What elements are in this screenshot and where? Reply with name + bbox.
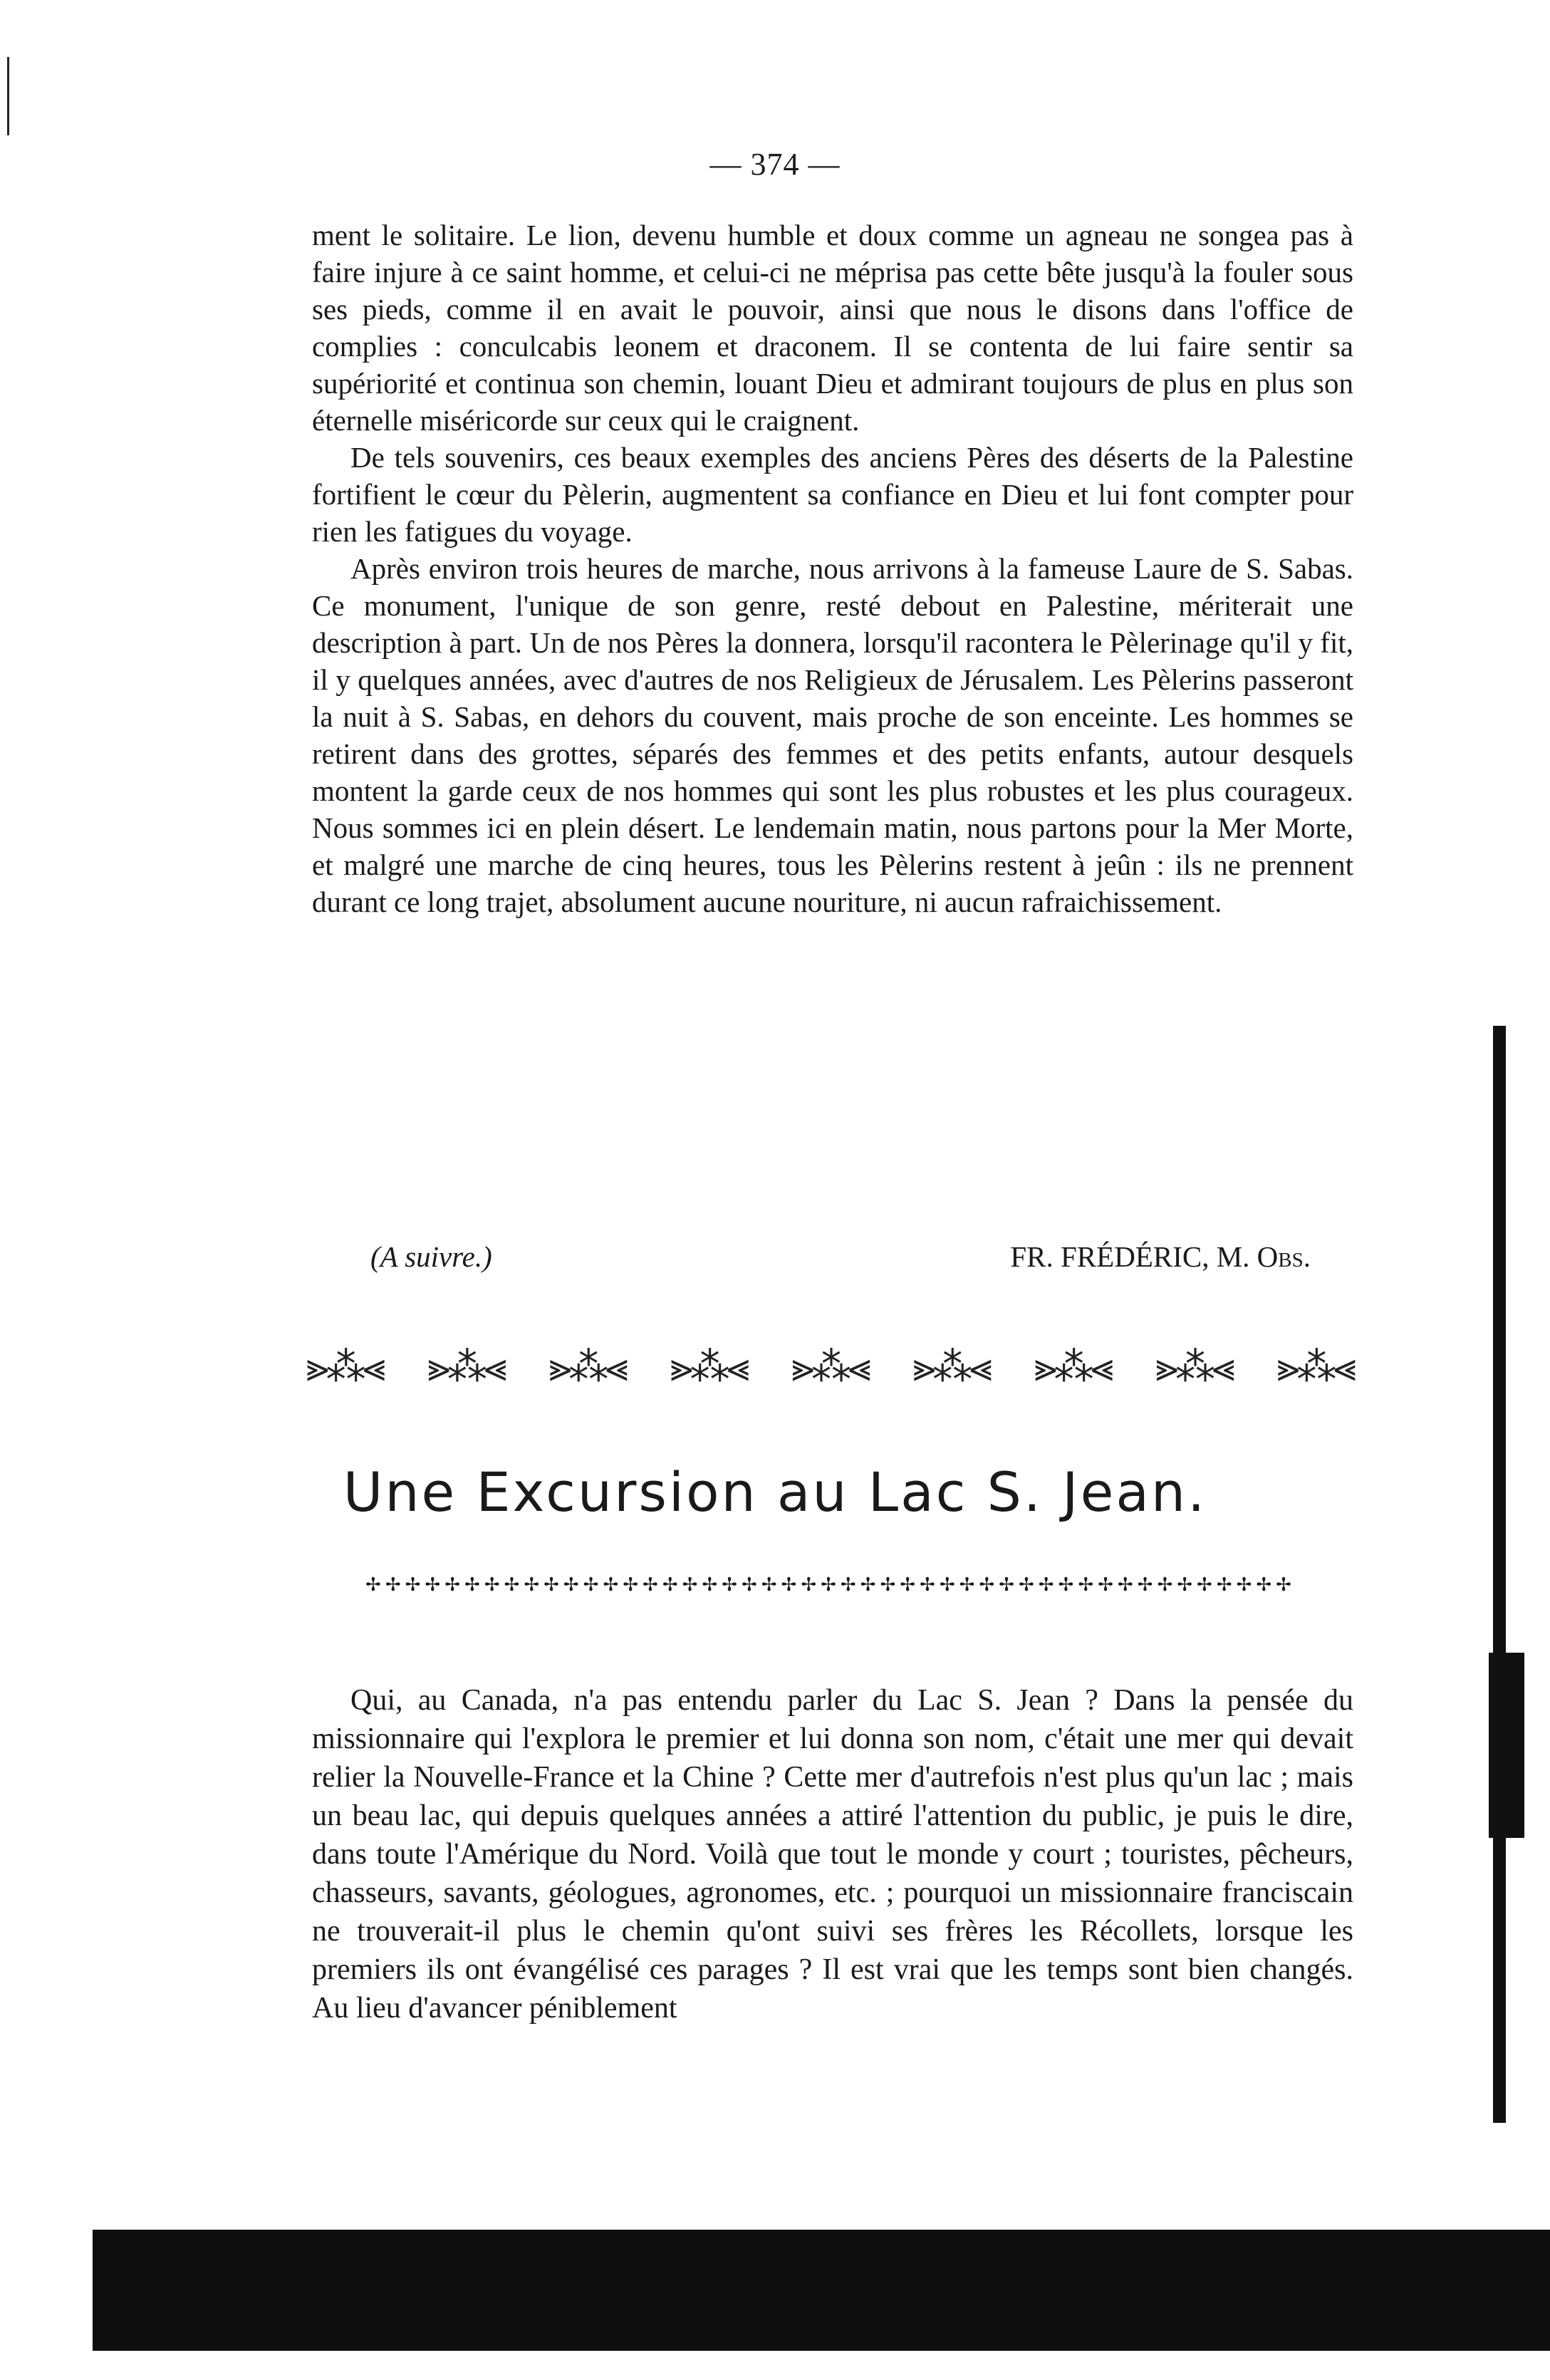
scan-margin-mark [7, 57, 9, 135]
paragraph: Après environ trois heures de marche, nous arrivons à la fameuse Laure de S. Sabas. Ce monument, l'unique de son genre, resté debout en Palestine, mériterait une description à part. Un de nos Pères la donnera, lorsqu'il racontera le Pèlerinage qu'il y fit, il y quelques années, avec d'autres de nos Religieux de Jérusalem. Les Pèlerins passeront la nuit à S. Sabas, en dehors du couvent, mais proche de son enceinte. Les hommes se retirent dans des grottes, séparés des femmes et des petits enfants, autour desquels montent la garde ceux de nos hommes qui sont les plus robustes et les plus courageux. Nous sommes ici en plein désert. Le lendemain matin, nous partons pour la Mer Morte, et malgré une marche de cinq heures, tous les Pèlerins restent à jeûn : ils ne prennent durant ce long trajet, absolument aucune nouriture, ni aucun rafraichissement. [312, 552, 1353, 918]
article-text [312, 1681, 1353, 2027]
cross-rule: ✢✢✢✢✢✢✢✢✢✢✢✢✢✢✢✢✢✢✢✢✢✢✢✢✢✢✢✢✢✢✢✢✢✢✢✢✢✢✢✢✢✢✢✢✢✢✢ [365, 1574, 1296, 1596]
to-be-continued: (A suivre.) [370, 1240, 492, 1273]
ornament-glyph: ⪢⁂⪡ [912, 1344, 989, 1391]
ornament-glyph: ⪢⁂⪡ [306, 1344, 383, 1391]
ornament-glyph: ⪢⁂⪡ [427, 1344, 504, 1391]
signature-line [370, 1240, 1311, 1274]
scan-bottom-shadow [93, 2230, 1550, 2351]
ornament-glyph: ⪢⁂⪡ [1155, 1344, 1232, 1391]
ornament-glyph: ⪢⁂⪡ [1276, 1344, 1353, 1391]
ornament-glyph: ⪢⁂⪡ [791, 1344, 868, 1391]
scan-edge-shadow-wide [1489, 1653, 1524, 1838]
ornament-glyph: ⪢⁂⪡ [548, 1344, 625, 1391]
paragraph: Qui, au Canada, n'a pas entendu parler du Lac S. Jean ? Dans la pensée du missionnaire qui l'explora le premier et lui donna son nom, c'était une mer qui devait relier la Nouvelle-France et la Chine ? Cette mer d'autrefois n'est plus qu'un lac ; mais un beau lac, qui depuis quelques années a attiré l'attention du public, je puis le dire, dans toute l'Amérique du Nord. Voilà que tout le monde y court ; touristes, pêcheurs, chasseurs, savants, géologues, agronomes, etc. ; pourquoi un missionnaire franciscain ne trouverait-il plus le chemin qu'ont suivi ses frères les Récollets, lorsque les premiers ils ont évangélisé ces parages ? Il est vrai que les temps sont bien changés. Au lieu d'avancer péniblement [312, 1684, 1353, 2025]
paragraph: De tels souvenirs, ces beaux exemples des anciens Pères des déserts de la Palestine fortifient le cœur du Pèlerin, augmentent sa confiance en Dieu et lui font compter pour rien les fatigues du voyage. [312, 441, 1353, 548]
page-number: — 374 — [709, 147, 841, 182]
ornament-glyph: ⪢⁂⪡ [670, 1344, 747, 1391]
author-signature: FR. FRÉDÉRIC, M. Obs. [1010, 1240, 1311, 1273]
paragraph: ment le solitaire. Le lion, devenu humble et doux comme un agneau ne songea pas à faire injure à ce saint homme, et celui-ci ne méprisa pas cette bête jusqu'à la fouler sous ses pieds, comme il en avait le pouvoir, ainsi que nous le disons dans l'office de complies : conculcabis leonem et draconem. Il se contenta de lui faire sentir sa supériorité et continua son chemin, louant Dieu et admirant toujours de plus en plus son éternelle miséricorde sur ceux qui le craignent. [312, 219, 1353, 437]
ornamental-divider [306, 1339, 1353, 1396]
ornament-glyph: ⪢⁂⪡ [1034, 1344, 1111, 1391]
section-one-text [312, 217, 1353, 920]
article-title: Une Excursion au Lac S. Jean. [343, 1460, 1207, 1524]
scan-edge-shadow [1493, 1026, 1506, 2123]
